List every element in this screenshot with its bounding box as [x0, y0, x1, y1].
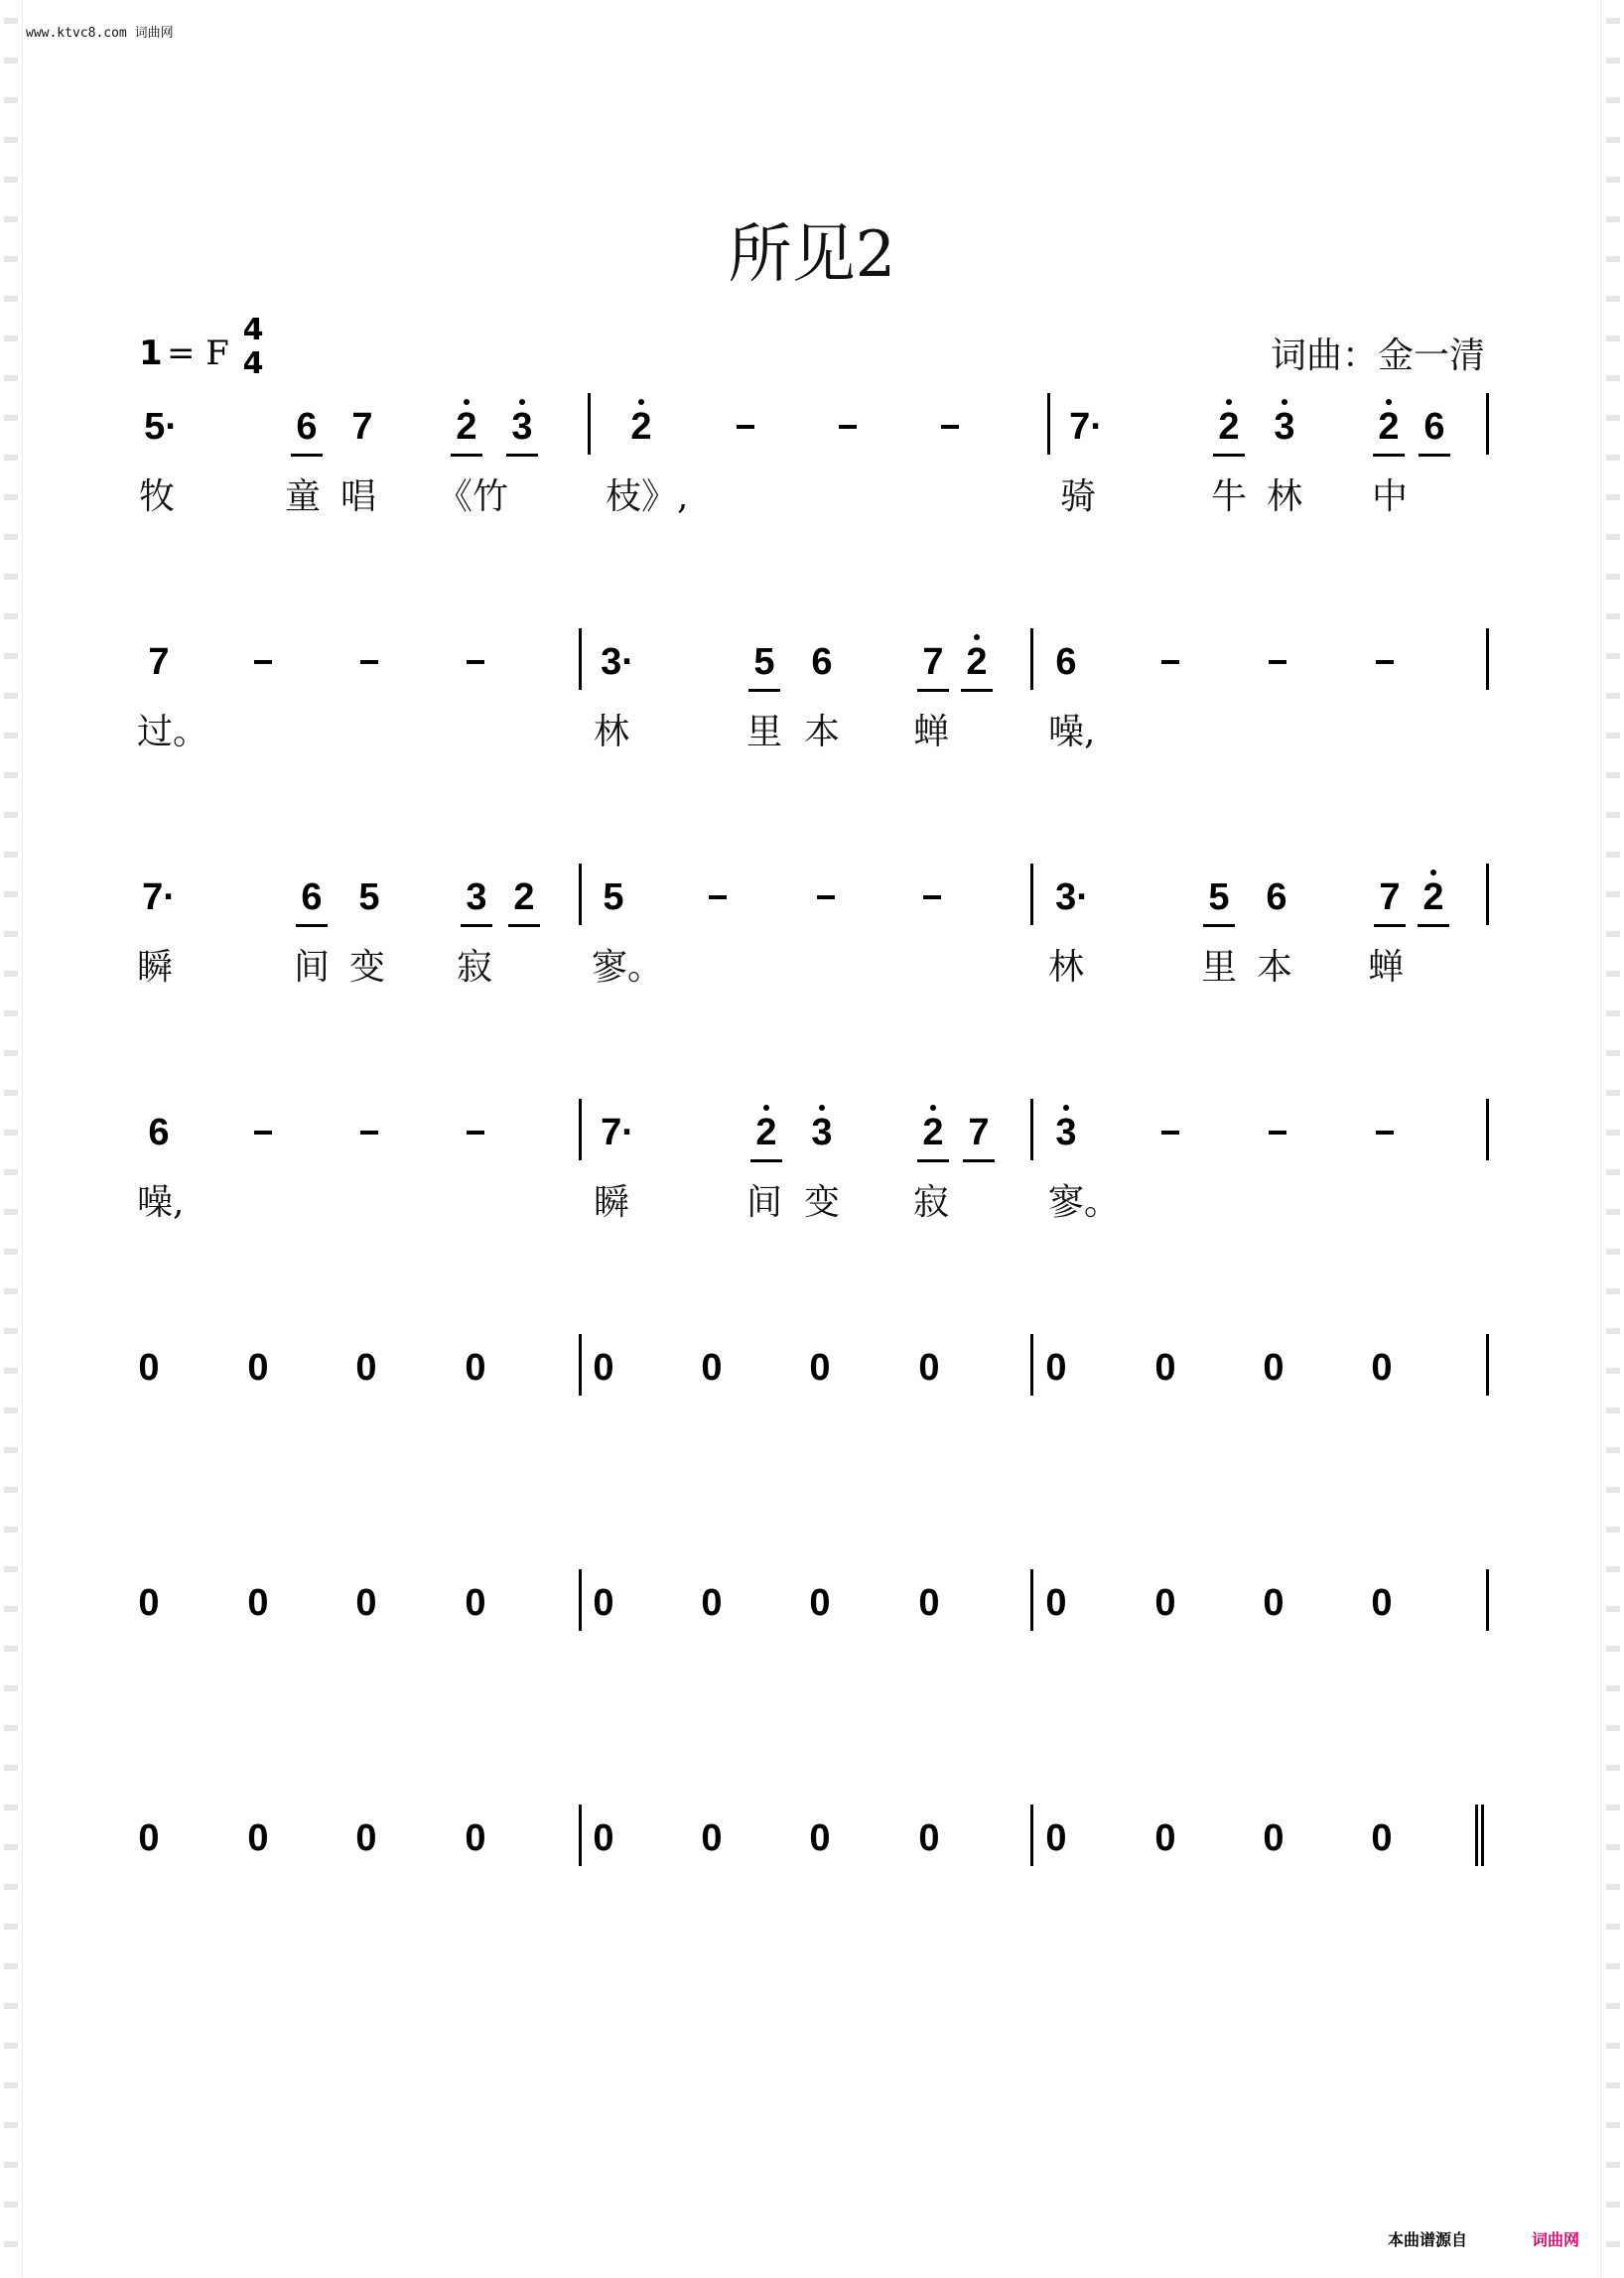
rest-note: 0	[918, 1582, 940, 1624]
note: 6	[148, 1112, 170, 1153]
note: 7	[911, 632, 955, 692]
rest-note: 0	[593, 1347, 614, 1389]
note: 7	[957, 1103, 1001, 1162]
rest-note: 0	[1045, 1817, 1067, 1859]
dash	[360, 1131, 378, 1135]
lyric: 牛	[1211, 476, 1248, 517]
rest-note: 0	[465, 1582, 486, 1624]
dash	[254, 1131, 272, 1135]
barline	[579, 628, 582, 690]
lyric: 枝》,	[606, 476, 689, 517]
rest-note: 0	[809, 1347, 831, 1389]
rest-note: 0	[1263, 1817, 1285, 1859]
dash	[1376, 660, 1394, 664]
note: 5	[603, 876, 624, 918]
note: 2	[619, 397, 663, 457]
note: 5	[743, 632, 786, 692]
rest-note: 0	[1154, 1347, 1176, 1389]
lyric: 唱	[340, 476, 377, 517]
score-system-6	[0, 1573, 1624, 1712]
dash	[360, 660, 378, 664]
score-system-3	[0, 868, 1624, 1006]
note: 3	[1044, 1103, 1088, 1162]
note: 2	[502, 868, 546, 927]
note: 2	[445, 397, 488, 457]
dash	[1269, 1131, 1286, 1135]
rest-note: 0	[918, 1817, 940, 1859]
barline	[1030, 864, 1033, 925]
lyric: 蝉	[913, 712, 950, 752]
time-beats: 4	[242, 313, 264, 347]
barline	[1030, 1334, 1033, 1396]
rest-note: 0	[1263, 1582, 1285, 1624]
time-unit: 4	[242, 346, 264, 381]
note: 5	[1197, 868, 1241, 927]
lyric: 里	[746, 712, 783, 752]
lyric: 间	[746, 1182, 783, 1223]
rest-note: 0	[918, 1347, 940, 1389]
barline	[588, 393, 591, 455]
dash	[467, 660, 484, 664]
footer-source-label: 本曲谱源自	[1388, 2230, 1468, 2249]
note: 5	[358, 876, 380, 918]
note: 6	[1413, 397, 1456, 457]
barline	[579, 1099, 582, 1160]
time-signature	[238, 314, 268, 381]
final-barline	[1475, 1805, 1484, 1866]
dash	[1376, 1131, 1394, 1135]
lyric: 林	[1267, 476, 1303, 517]
lyric: 童	[285, 476, 322, 517]
lyric: 本	[1257, 947, 1293, 988]
lyric: 林	[594, 712, 630, 752]
barline	[579, 864, 582, 925]
rest-note: 0	[1371, 1582, 1393, 1624]
score-system-7	[0, 1809, 1624, 1947]
note: 7	[351, 406, 373, 448]
lyric: 本	[804, 712, 841, 752]
barline	[1030, 1805, 1033, 1866]
lyric: 瞬	[137, 947, 174, 988]
lyric: 蝉	[1368, 947, 1405, 988]
rest-note: 0	[1045, 1347, 1067, 1389]
lyric: 《竹	[437, 476, 509, 517]
rest-note: 0	[1263, 1347, 1285, 1389]
song-title: 所见2	[728, 218, 896, 292]
key-one: 1	[139, 334, 163, 373]
note: 2	[1367, 397, 1411, 457]
note: 2	[1207, 397, 1251, 457]
lyric: 牧	[139, 476, 176, 517]
rest-note: 0	[138, 1347, 160, 1389]
rest-note: 0	[247, 1347, 269, 1389]
rest-note: 0	[809, 1582, 831, 1624]
note: 6	[285, 397, 329, 457]
barline	[1486, 864, 1489, 925]
note: 3	[1263, 397, 1306, 457]
note: 2	[911, 1103, 955, 1162]
barline	[1030, 628, 1033, 690]
footer-brand-link[interactable]: 词曲网	[1532, 2230, 1580, 2249]
rest-note: 0	[1154, 1817, 1176, 1859]
barline	[1030, 1569, 1033, 1631]
rest-note: 0	[1371, 1347, 1393, 1389]
note: 7	[1368, 868, 1412, 927]
note: 2	[744, 1103, 788, 1162]
rest-note: 0	[701, 1817, 723, 1859]
rest-note: 0	[355, 1582, 377, 1624]
lyric: 噪,	[1048, 712, 1096, 752]
dash	[254, 660, 272, 664]
barline	[1486, 628, 1489, 690]
rest-note: 0	[1045, 1582, 1067, 1624]
note: 3·	[601, 641, 634, 683]
rest-note: 0	[247, 1582, 269, 1624]
rest-note: 0	[247, 1817, 269, 1859]
rest-note: 0	[1154, 1582, 1176, 1624]
note: 7	[148, 641, 170, 683]
note: 3	[455, 868, 498, 927]
rest-note: 0	[138, 1582, 160, 1624]
barline	[1486, 1569, 1489, 1631]
rest-note: 0	[138, 1817, 160, 1859]
rest-note: 0	[465, 1817, 486, 1859]
dash	[941, 425, 959, 429]
lyric: 噪,	[137, 1182, 185, 1223]
rest-note: 0	[465, 1347, 486, 1389]
score-system-4	[0, 1103, 1624, 1242]
dash	[1269, 660, 1286, 664]
dash	[737, 425, 754, 429]
credits: 词曲：金一清	[1270, 335, 1485, 376]
lyric: 林	[1048, 947, 1085, 988]
score-system-2	[0, 632, 1624, 771]
rest-note: 0	[701, 1582, 723, 1624]
lyric: 变	[804, 1182, 841, 1223]
rest-note: 0	[1371, 1817, 1393, 1859]
dash	[467, 1131, 484, 1135]
note: 3	[800, 1103, 844, 1162]
note: 5·	[144, 406, 178, 448]
lyric: 寂	[913, 1182, 950, 1223]
score-system-1	[0, 397, 1624, 536]
note: 7·	[142, 876, 176, 918]
dash	[839, 425, 857, 429]
lyric: 中	[1372, 476, 1409, 517]
barline	[1486, 1099, 1489, 1160]
rest-note: 0	[355, 1347, 377, 1389]
note: 2	[1412, 868, 1455, 927]
barline	[1047, 393, 1050, 455]
dash	[709, 895, 727, 899]
note: 7·	[601, 1112, 634, 1153]
note: 2	[955, 632, 999, 692]
dash	[817, 895, 835, 899]
dash	[1161, 660, 1179, 664]
barline	[1486, 393, 1489, 455]
lyric: 寥。	[592, 947, 664, 988]
lyric: 过。	[137, 712, 209, 752]
lyric: 寥。	[1048, 1182, 1121, 1223]
rest-note: 0	[593, 1582, 614, 1624]
lyric: 变	[349, 947, 386, 988]
lyric: 间	[294, 947, 331, 988]
note: 6	[811, 641, 833, 683]
note: 6	[1055, 641, 1077, 683]
lyric: 骑	[1060, 476, 1097, 517]
site-header: www.ktvc8.com 词曲网	[26, 26, 174, 41]
note: 6	[290, 868, 334, 927]
rest-note: 0	[809, 1817, 831, 1859]
barline	[1030, 1099, 1033, 1160]
barline	[1486, 1334, 1489, 1396]
lyric: 里	[1201, 947, 1238, 988]
key-name: = F	[167, 334, 229, 373]
dash	[923, 895, 941, 899]
dash	[1161, 1131, 1179, 1135]
lyric: 寂	[457, 947, 493, 988]
rest-note: 0	[701, 1347, 723, 1389]
rest-note: 0	[355, 1817, 377, 1859]
note: 7·	[1069, 406, 1103, 448]
note: 3·	[1055, 876, 1089, 918]
lyric: 瞬	[594, 1182, 630, 1223]
note: 6	[1266, 876, 1287, 918]
rest-note: 0	[593, 1817, 614, 1859]
score-system-5	[0, 1338, 1624, 1477]
note: 3	[500, 397, 544, 457]
